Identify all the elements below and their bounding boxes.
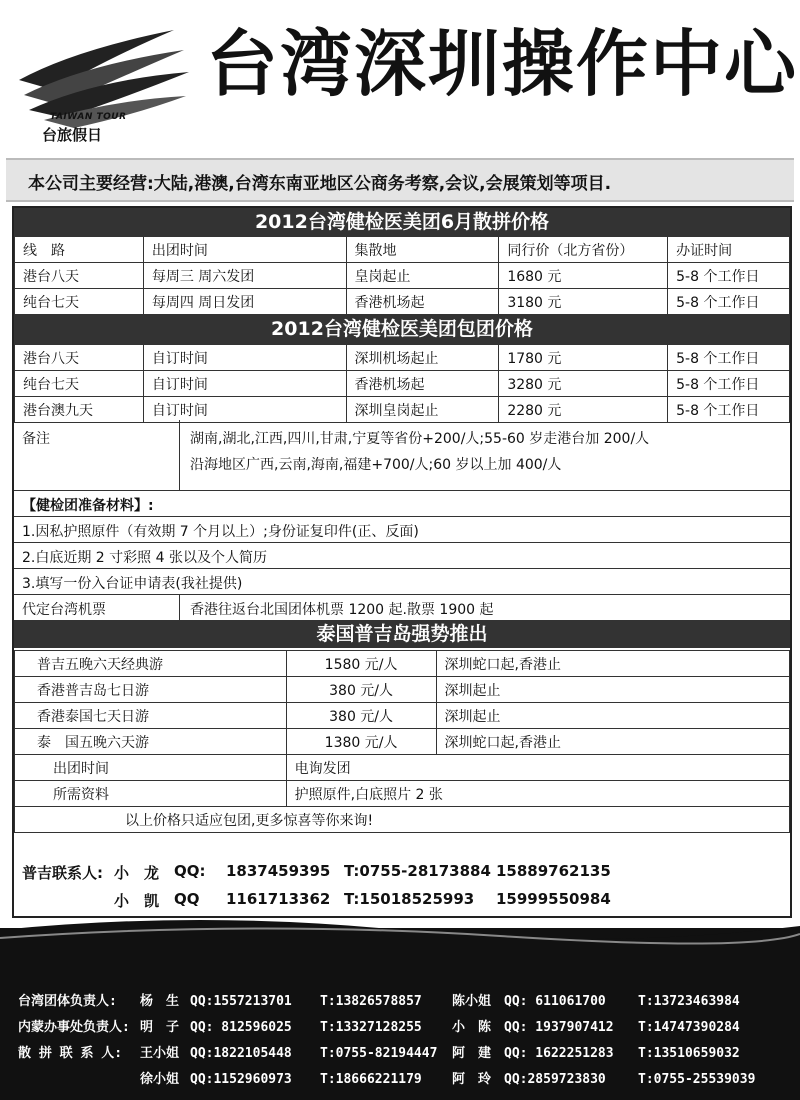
cell: 3180 元 xyxy=(499,289,668,315)
section-title-group: 2012台湾健检医美团包团价格 xyxy=(14,314,790,344)
cell: 香港机场起 xyxy=(346,289,499,315)
header-meet: 集散地 xyxy=(346,237,499,263)
footer-name: 阿 建 xyxy=(452,1046,492,1061)
material-item: 3.填写一份入台证申请表(我社提供) xyxy=(22,576,243,592)
footer-qq: QQ:2859723830 xyxy=(504,1072,606,1087)
section-title-scatter: 2012台湾健检医美团6月散拼价格 xyxy=(14,208,790,236)
footer-tel: T:0755-82194447 xyxy=(320,1046,438,1061)
table-row xyxy=(15,397,790,423)
thailand-table xyxy=(14,650,790,833)
footer-name: 小 陈 xyxy=(452,1020,492,1035)
header-price: 同行价（北方省份） xyxy=(499,237,668,263)
contact-tel: T:15018525993 xyxy=(344,890,475,908)
footer-tel: T:13510659032 xyxy=(638,1046,740,1061)
footer-row xyxy=(18,1016,740,1035)
footer-tel: T:18666221179 xyxy=(320,1072,422,1087)
footer-tel: T:14747390284 xyxy=(638,1020,740,1035)
header-visa: 办证时间 xyxy=(668,237,790,263)
footer-qq: QQ: 611061700 xyxy=(504,994,606,1009)
table-row xyxy=(15,371,790,397)
business-scope-text: 本公司主要经营:大陆,港澳,台湾东南亚地区公商务考察,会议,会展策划等项目. xyxy=(28,174,612,194)
footer-role: 散 拼 联 系 人: xyxy=(18,1046,123,1061)
contact-mobile: 15889762135 xyxy=(496,862,611,880)
cell: 5-8 个工作日 xyxy=(668,397,790,423)
footer-tel: T:13327128255 xyxy=(320,1020,422,1035)
table-row xyxy=(15,345,790,371)
table-row xyxy=(15,729,790,755)
footer-row xyxy=(18,990,740,1009)
material-item: 2.白底近期 2 寸彩照 4 张以及个人简历 xyxy=(22,550,267,566)
cell: 5-8 个工作日 xyxy=(668,289,790,315)
cell: 380 元/人 xyxy=(286,677,436,703)
cell: 380 元/人 xyxy=(286,703,436,729)
page-title: 台湾深圳操作中心 xyxy=(206,21,799,106)
footer-qq: QQ:1557213701 xyxy=(190,994,292,1009)
cell: 深圳蛇口起,香港止 xyxy=(436,729,790,755)
wave-decoration-icon xyxy=(0,916,800,956)
cell: 深圳皇岗起止 xyxy=(346,397,499,423)
cell: 纯台七天 xyxy=(15,371,144,397)
materials-heading: 【健检团准备材料】: xyxy=(22,498,154,514)
taiwan-tour-logo-icon xyxy=(14,20,194,150)
cell: 深圳起止 xyxy=(436,677,790,703)
docs-label: 所需资料 xyxy=(15,781,287,807)
contact-qq: 1837459395 xyxy=(226,862,331,880)
footer-qq: QQ:1822105448 xyxy=(190,1046,292,1061)
table-row xyxy=(15,781,790,807)
table-row xyxy=(15,703,790,729)
footer-qq: QQ: 1937907412 xyxy=(504,1020,614,1035)
divider xyxy=(179,594,180,620)
footer-tel: T:13723463984 xyxy=(638,994,740,1009)
footer-row xyxy=(18,1042,740,1061)
cell: 1380 元/人 xyxy=(286,729,436,755)
contact-tel: T:0755-28173884 xyxy=(344,862,491,880)
footer-name: 阿 玲 xyxy=(452,1072,492,1087)
footer-name: 陈小姐 xyxy=(452,994,492,1009)
cell: 自订时间 xyxy=(143,397,346,423)
table-row xyxy=(15,807,790,833)
table-row xyxy=(15,289,790,315)
contacts-block xyxy=(14,854,790,914)
cell: 5-8 个工作日 xyxy=(668,345,790,371)
materials-heading-row xyxy=(14,490,790,517)
header-route: 线 路 xyxy=(15,237,144,263)
notes-label: 备注 xyxy=(22,431,50,447)
footer-qq: QQ: 1622251283 xyxy=(504,1046,614,1061)
cell: 深圳起止 xyxy=(436,703,790,729)
ticket-value: 香港往返台北国团体机票 1200 起.散票 1900 起 xyxy=(190,602,494,618)
footer-row xyxy=(18,1068,755,1087)
depart-label: 出团时间 xyxy=(15,755,287,781)
contact-name: 小 龙 xyxy=(114,864,160,882)
footer xyxy=(0,928,800,1100)
cell: 自订时间 xyxy=(143,345,346,371)
depart-value: 电询发团 xyxy=(286,755,789,781)
cell: 深圳蛇口起,香港止 xyxy=(436,651,790,677)
footer-name: 徐小姐 xyxy=(140,1072,180,1087)
business-scope-bar xyxy=(6,158,794,202)
cell: 2280 元 xyxy=(499,397,668,423)
table-row xyxy=(15,755,790,781)
notes-line-1: 湖南,湖北,江西,四川,甘肃,宁夏等省份+200/人;55-60 岁走港台加 200/人 xyxy=(190,431,650,447)
cell: 深圳机场起止 xyxy=(346,345,499,371)
price-box xyxy=(12,206,792,918)
footer-tel: T:0755-25539039 xyxy=(638,1072,756,1087)
contact-mobile: 15999550984 xyxy=(496,890,611,908)
cell: 港台八天 xyxy=(15,345,144,371)
scatter-price-table xyxy=(14,236,790,315)
cell: 1580 元/人 xyxy=(286,651,436,677)
section-title-thailand: 泰国普吉岛强势推出 xyxy=(14,620,790,648)
footer-name: 明 子 xyxy=(140,1020,180,1035)
cell: 港台澳九天 xyxy=(15,397,144,423)
table-row xyxy=(15,651,790,677)
footer-role: 台湾团体负责人: xyxy=(18,994,117,1009)
docs-value: 护照原件,白底照片 2 张 xyxy=(286,781,789,807)
logo-chinese: 台旅假日 xyxy=(42,126,103,144)
cell: 1680 元 xyxy=(499,263,668,289)
notes-line-2: 沿海地区广西,云南,海南,福建+700/人;60 岁以上加 400/人 xyxy=(190,457,562,473)
cell: 3280 元 xyxy=(499,371,668,397)
cell: 香港泰国七天日游 xyxy=(15,703,287,729)
footer-role: 内蒙办事处负责人: xyxy=(18,1020,130,1035)
table-header-row xyxy=(15,237,790,263)
cell: 每周四 周日发团 xyxy=(143,289,346,315)
notes-block xyxy=(14,420,790,491)
promo-text: 以上价格只适应包团,更多惊喜等你来询! xyxy=(15,807,790,833)
cell: 港台八天 xyxy=(15,263,144,289)
cell: 香港机场起 xyxy=(346,371,499,397)
cell: 5-8 个工作日 xyxy=(668,263,790,289)
list-item xyxy=(14,542,790,569)
material-item: 1.因私护照原件（有效期 7 个月以上）;身份证复印件(正、反面) xyxy=(22,524,419,540)
table-row xyxy=(15,263,790,289)
contact-qq-label: QQ xyxy=(174,890,200,908)
cell: 1780 元 xyxy=(499,345,668,371)
logo-english: TAIWAN TOUR xyxy=(50,112,127,122)
footer-name: 杨 生 xyxy=(140,994,180,1009)
list-item xyxy=(14,516,790,543)
cell: 普吉五晚六天经典游 xyxy=(15,651,287,677)
cell: 5-8 个工作日 xyxy=(668,371,790,397)
contacts-label: 普吉联系人: xyxy=(22,864,103,882)
contact-qq: 1161713362 xyxy=(226,890,331,908)
cell: 泰 国五晚六天游 xyxy=(15,729,287,755)
footer-qq: QQ: 812596025 xyxy=(190,1020,292,1035)
footer-qq: QQ:1152960973 xyxy=(190,1072,292,1087)
cell: 自订时间 xyxy=(143,371,346,397)
contact-qq-label: QQ: xyxy=(174,862,206,880)
ticket-row xyxy=(14,594,790,620)
group-price-table xyxy=(14,344,790,423)
table-row xyxy=(15,677,790,703)
header-depart: 出团时间 xyxy=(143,237,346,263)
footer-name: 王小姐 xyxy=(140,1046,180,1061)
contact-name: 小 凯 xyxy=(114,892,160,910)
list-item xyxy=(14,568,790,595)
cell: 每周三 周六发团 xyxy=(143,263,346,289)
cell: 皇岗起止 xyxy=(346,263,499,289)
cell: 香港普吉岛七日游 xyxy=(15,677,287,703)
header xyxy=(0,0,800,158)
ticket-label: 代定台湾机票 xyxy=(22,602,106,618)
footer-tel: T:13826578857 xyxy=(320,994,422,1009)
cell: 纯台七天 xyxy=(15,289,144,315)
divider xyxy=(179,420,180,490)
